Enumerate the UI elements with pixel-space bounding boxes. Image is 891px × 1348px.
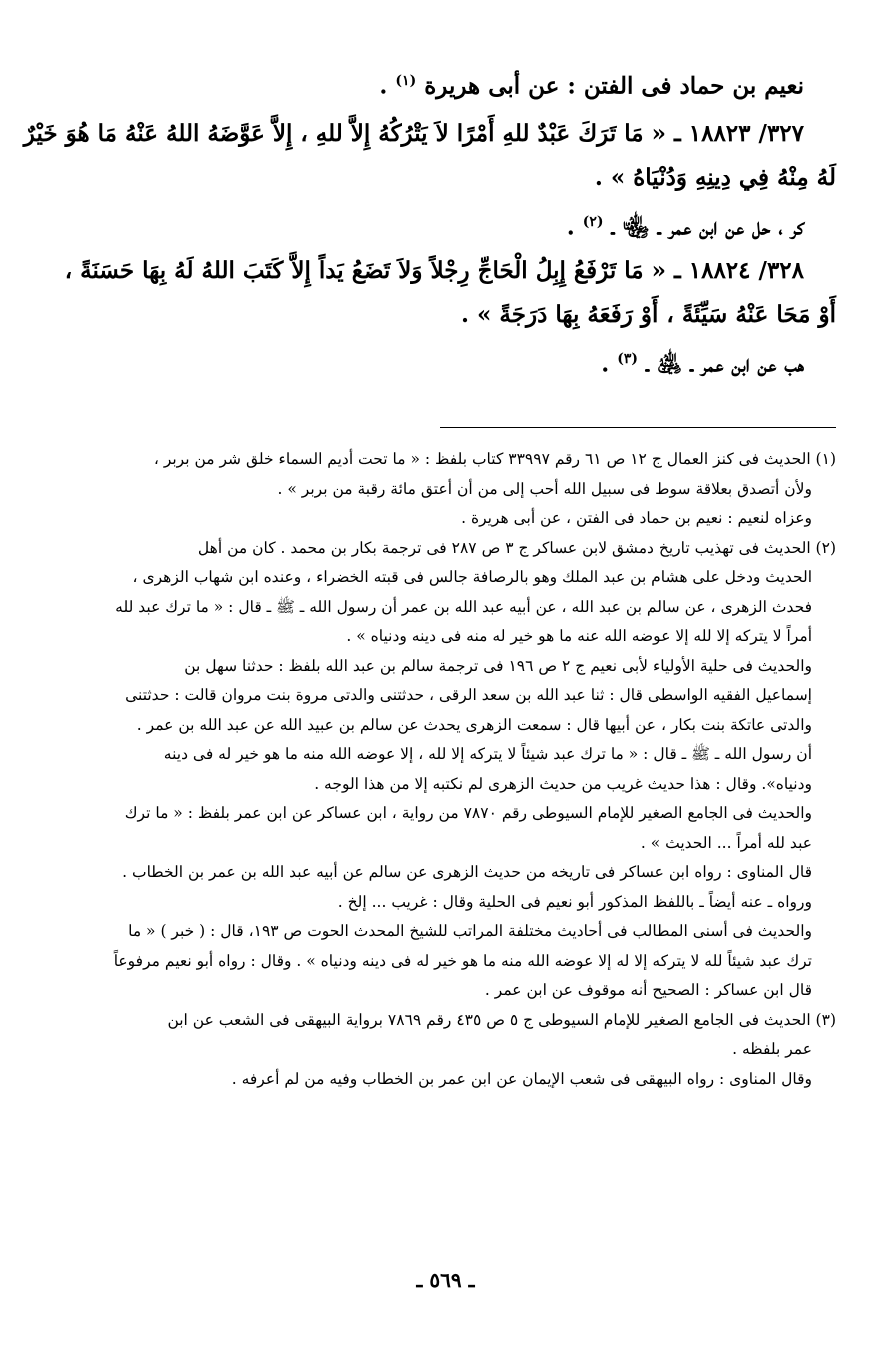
hadith-328-text-1: « مَا تَرْفَعُ إِبِلُ الْحَاجِّ رِجْلاً وَلاَ تَضَعُ يَداً إِلاَّ كَتَبَ اللهُ لَهُ بِهَا حَسَنَةً ،: [64, 257, 666, 285]
footnote-2-line-13: ورواه ـ عنه أيضاً ـ باللفظ المذكور أبو نعيم فى الحلية وقال : غريب ... إلخ .: [337, 892, 812, 911]
footnote-3-line-2: عمر بلفظه .: [732, 1040, 812, 1058]
hadith-328-number: ٣٢٨/ ١٨٨٢٤ ـ: [673, 257, 804, 285]
hadith-327-line-2: لَهُ مِنْهُ فِي دِينِهِ وَدُنْيَاهُ » .: [594, 163, 836, 191]
footnote-2-line-9: ودنياه». وقال : هذا حديث غريب من حديث الزهرى لم نكتبه إلا من هذا الوجه .: [314, 774, 812, 793]
footnote-1-line-1: (١) الحديث فى كنز العمال ج ١٢ ص ٦١ رقم ٣٣٩٩٧ كتاب بلفظ : « ما تحت أديم السماء خلق شر من بربر ،: [153, 450, 836, 468]
footnote-1-line-2: ولأن أتصدق بعلاقة سوط فى سبيل الله أحب إلى من أن أعتق مائة رقبة من بربر » .: [277, 479, 812, 498]
hadith-327-number: ٣٢٧/ ١٨٨٢٣ ـ: [673, 119, 804, 147]
footnote-2-line-7: والدتى عاتكة بنت بكار ، عن أبيها قال : سمعت الزهرى يحدث عن سالم بن عبيد الله عن عبد الله بن عمر .: [136, 715, 812, 734]
hadith-328-line-1: [60, 256, 836, 286]
footnote-ref-3: (٣): [617, 351, 639, 368]
footnote-2-line-8: أن رسول الله ـ ﷺ ـ قال : « ما ترك عبد شيئاً لا يتركه إلا لله ، إلا عوضه الله منه ما هو خير له فى دينه: [163, 745, 812, 763]
footnote-2-line-2: الحديث ودخل على هشام بن عبد الملك وهو بالرصافة جالس فى قبته الخضراء ، وعنده ابن شهاب الزهرى ،: [132, 568, 812, 586]
footnote-2-line-1: (٢) الحديث فى تهذيب تاريخ دمشق لابن عساكر ج ٣ ص ٢٨٧ فى ترجمة بكار بن محمد . كان من أهل: [197, 538, 836, 557]
footnote-2-line-12: قال المناوى : رواه ابن عساكر فى تاريخه من حديث الزهرى عن سالم عن أبيه عبد الله بن عمر بن الخطاب .: [122, 863, 812, 881]
footnote-2-line-15: ترك عبد شيئاً لله لا يتركه إلا له إلا عوضه الله منه ما هو خير له فى دينه ودنياه » . وقال : رواه أبو نعيم مرفوعاً: [113, 951, 812, 970]
hadith-327-source: كر ، حل عن ابن عمر ـ ﵄ ـ $^{(٢)}$ .: [566, 213, 804, 241]
footnote-2-line-10: والحديث فى الجامع الصغير للإمام السيوطى رقم ٧٨٧٠ من رواية ، ابن عساكر عن ابن عمر بلفظ : « ما ترك: [124, 804, 812, 822]
footnote-2-line-4: أمراً لا يتركه إلا لله إلا عوضه الله عنه ما هو خير له منه فى دينه ودنياه » .: [346, 627, 812, 645]
footnote-2-line-11: عبد لله أمراً ... الحديث » .: [640, 833, 812, 852]
footnote-2-line-16: قال ابن عساكر : الصحيح أنه موقوف عن ابن عمر .: [484, 981, 812, 999]
footnotes: [60, 445, 836, 1094]
page-number: ـ ٥٦٩ ـ: [416, 1268, 475, 1292]
footnote-2-line-5: والحديث فى حلية الأولياء لأبى نعيم ج ٢ ص ١٩٦ فى ترجمة سالم بن عبد الله بلفظ : حدثنا سهل بن: [184, 656, 812, 675]
footnote-2-line-3: فحدث الزهرى ، عن سالم بن عبد الله ، عن أبيه عبد الله بن عمر أن رسول الله ـ ﷺ ـ قال : « ما ترك عبد لله: [115, 597, 812, 616]
hadith-328-line-2: أَوْ مَحَا عَنْهُ سَيِّئَةً ، أَوْ رَفَعَهُ بِهَا دَرَجَةً » .: [461, 301, 836, 329]
hadith-327-line-1: [23, 119, 836, 149]
footnote-3-line-3: وقال المناوى : رواه البيهقى فى شعب الإيمان عن ابن عمر بن الخطاب وفيه من لم أعرفه .: [231, 1069, 812, 1088]
footnote-ref-2: (٢): [582, 213, 604, 230]
source-text: نعيم بن حماد فى الفتن : عن أبى هريرة: [424, 72, 804, 100]
footnote-3-line-1: (٣) الحديث فى الجامع الصغير للإمام السيوطى ج ٥ ص ٤٣٥ رقم ٧٨٦٩ برواية البيهقى فى الشعب عن ابن: [167, 1010, 836, 1029]
source-line-intro: نعيم بن حماد فى الفتن : عن أبى هريرة $^{(١)}$ .: [379, 72, 804, 100]
hadith-327-text-1: « مَا تَرَكَ عَبْدٌ للهِ أَمْرًا لاَ يَتْرُكُهُ إِلاَّ للهِ ، إِلاَّ عَوَّضَهُ اللهُ عَنْهُ مَا هُوَ خَيْرٌ: [23, 119, 666, 147]
footnote-2-line-14: والحديث فى أسنى المطالب فى أحاديث مختلفة المراتب للشيخ المحدث الحوت ص ١٩٣، قال : ( خبر ) « ما: [128, 922, 812, 940]
hadith-328-source-text: هب عن ابن عمر ـ ﵁ ـ: [646, 350, 804, 378]
hadith-328-source: هب عن ابن عمر ـ ﵁ ـ $^{(٣)}$ .: [601, 350, 804, 378]
main-text: [23, 66, 836, 380]
hadith-327-source-text: كر ، حل عن ابن عمر ـ ﵄ ـ: [611, 213, 804, 241]
footnote-1-line-3: وعزاه لنعيم : نعيم بن حماد فى الفتن ، عن أبى هريرة .: [461, 509, 812, 527]
footnote-separator: [440, 427, 836, 428]
footnote-2-line-6: إسماعيل الفقيه الواسطى قال : ثنا عبد الله بن سعد الرقى ، حدثتنى والدتى مروة بنت مروان قالت : حدثتنى: [125, 686, 812, 704]
footnote-ref-1: (١): [395, 73, 417, 89]
